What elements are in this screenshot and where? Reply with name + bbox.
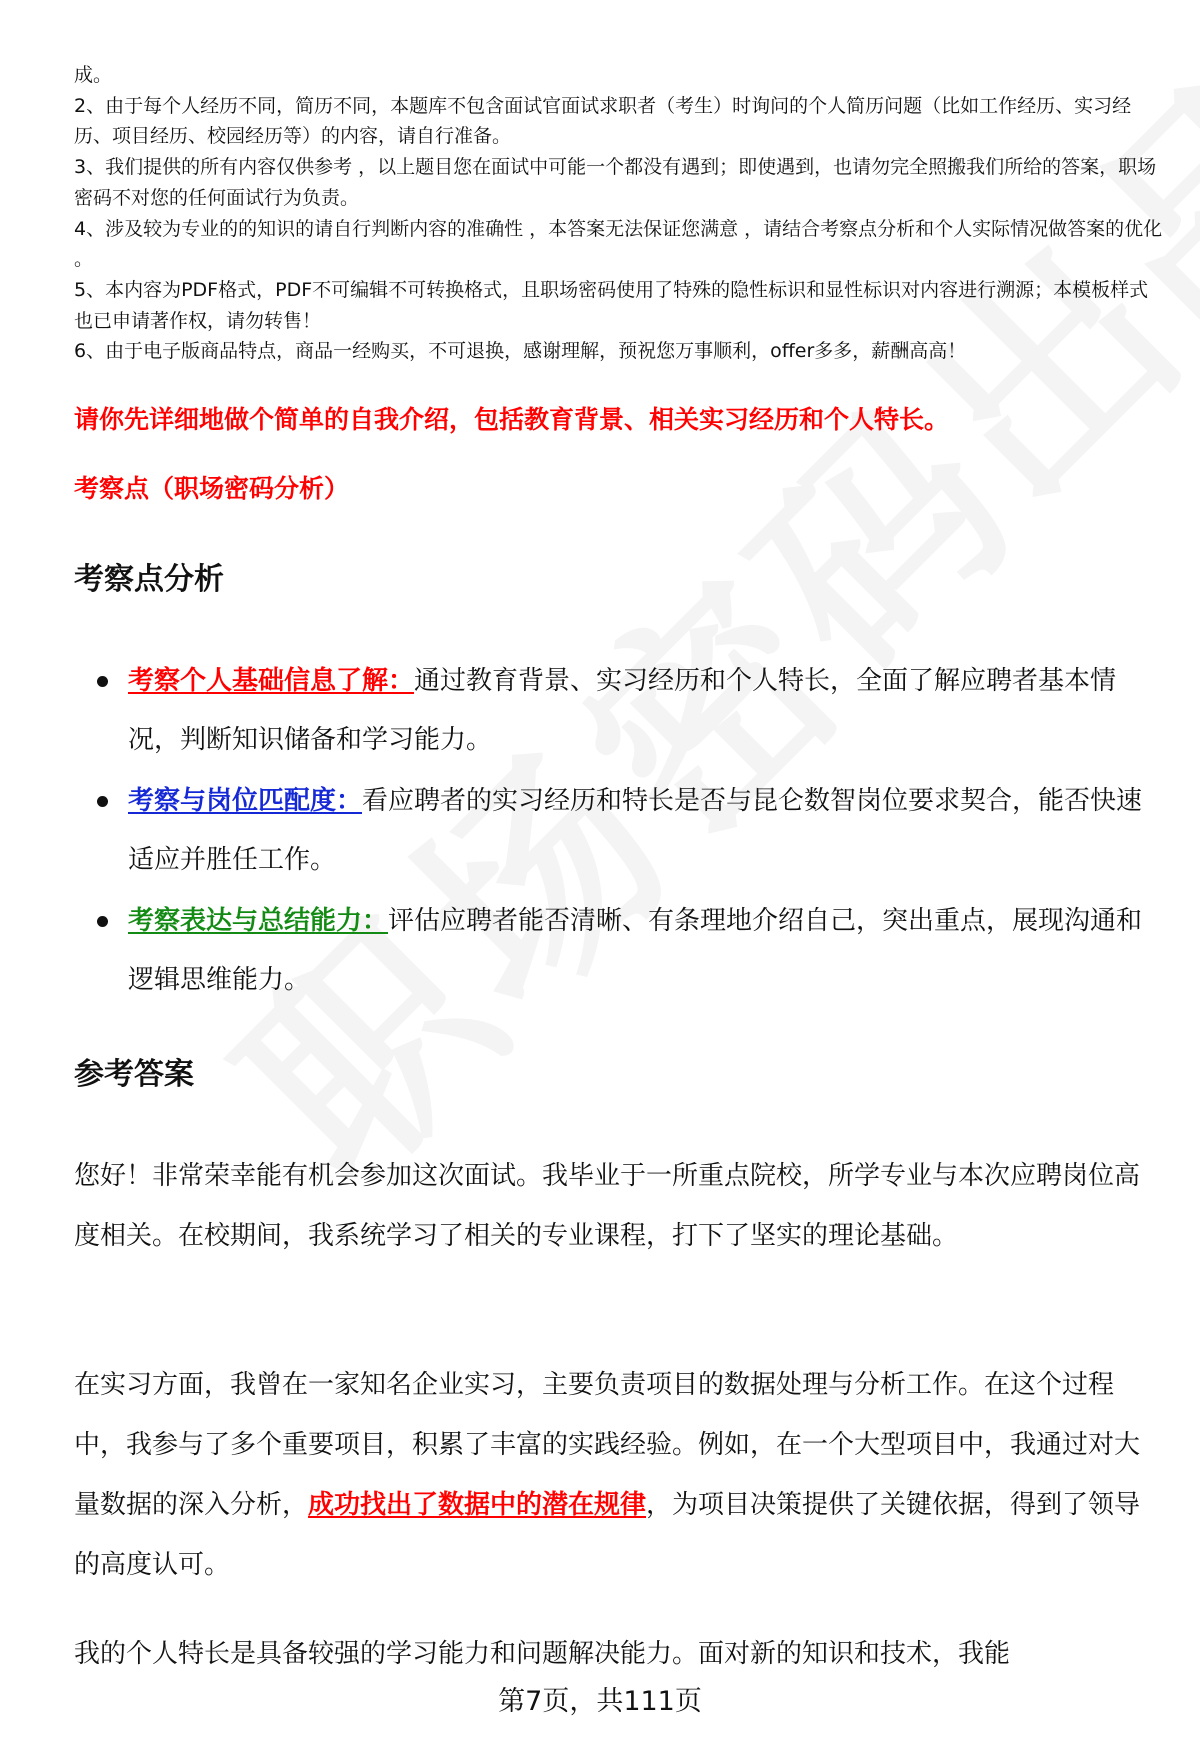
answer-heading: 参考答案 xyxy=(74,1057,194,1092)
bullet-text: 看应聘者的实习经历和特长是否与昆仑数智岗位要求契合，能否快速适应并胜任工作。 xyxy=(128,786,1143,875)
answer-text: ，为项目决策提供了关键依据，得到了领导的高度认可。 xyxy=(74,1490,1141,1580)
analysis-subtitle: 考察点（职场密码分析） xyxy=(74,474,350,503)
answer-paragraph: 我的个人特长是具备较强的学习能力和问题解决能力。面对新的知识和技术，我能 xyxy=(74,1639,1011,1669)
note-line: 2、由于每个人经历不同，简历不同，本题库不包含面试官面试求职者（考生）时询问的个人简历问题（比如工作经历、实习经历、项目经历、校园经历等）的内容，请自行准备。 xyxy=(74,94,1132,148)
bullet-dot-icon xyxy=(97,676,108,687)
bullet-dot-icon xyxy=(97,796,108,807)
notes-section xyxy=(74,60,1164,367)
bullet-dot-icon xyxy=(97,916,108,927)
answer-paragraph: 您好！非常荣幸能有机会参加这次面试。我毕业于一所重点院校，所学专业与本次应聘岗位高度相关。在校期间，我系统学习了相关的专业课程，打下了坚实的理论基础。 xyxy=(74,1161,1141,1251)
note-line: 成。 xyxy=(74,64,113,86)
bullet-item xyxy=(74,892,1154,1010)
bullet-keyword: 考察个人基础信息了解： xyxy=(128,666,415,696)
bullet-keyword: 考察与岗位匹配度： xyxy=(128,786,363,816)
bullet-keyword: 考察表达与总结能力： xyxy=(128,906,389,936)
question-title: 请你先详细地做个简单的自我介绍，包括教育背景、相关实习经历和个人特长。 xyxy=(74,405,950,434)
note-line: 4、涉及较为专业的的知识的请自行判断内容的准确性 ，本答案无法保证您满意 ，请结合考察点分析和个人实际情况做答案的优化 。 xyxy=(74,217,1163,271)
note-line: 3、我们提供的所有内容仅供参考 ，以上题目您在面试中可能一个都没有遇到；即使遇到，也请勿完全照搬我们所给的答案，职场密码不对您的任何面试行为负责。 xyxy=(74,156,1157,209)
page-number: 第7页，共111页 xyxy=(498,1686,702,1717)
bullet-text: 评估应聘者能否清晰、有条理地介绍自己，突出重点，展现沟通和逻辑思维能力。 xyxy=(128,906,1143,995)
note-line: 6、由于电子版商品特点，商品一经购买，不可退换，感谢理解，预祝您万事顺利，offer多多，薪酬高高！ xyxy=(74,340,967,363)
analysis-bullet-list xyxy=(74,652,1154,1012)
answer-text: 在实习方面，我曾在一家知名企业实习，主要负责项目的数据处理与分析工作。在这个过程中，我参与了多个重要项目，积累了丰富的实践经验。例如，在一个大型项目中，我通过对大量数据的深入分析， xyxy=(74,1370,1141,1520)
bullet-item xyxy=(74,772,1154,890)
note-line: 5、本内容为PDF格式，PDF不可编辑不可转换格式，且职场密码使用了特殊的隐性标识和显性标识对内容进行溯源；本模板样式也已申请著作权，请勿转售！ xyxy=(74,278,1149,332)
answer-paragraph xyxy=(74,1355,1154,1595)
analysis-heading: 考察点分析 xyxy=(74,562,224,597)
bullet-item xyxy=(74,652,1154,770)
answer-highlight: 成功找出了数据中的潜在规律 xyxy=(308,1490,647,1520)
bullet-text: 通过教育背景、实习经历和个人特长，全面了解应聘者基本情况，判断知识储备和学习能力。 xyxy=(128,666,1117,755)
